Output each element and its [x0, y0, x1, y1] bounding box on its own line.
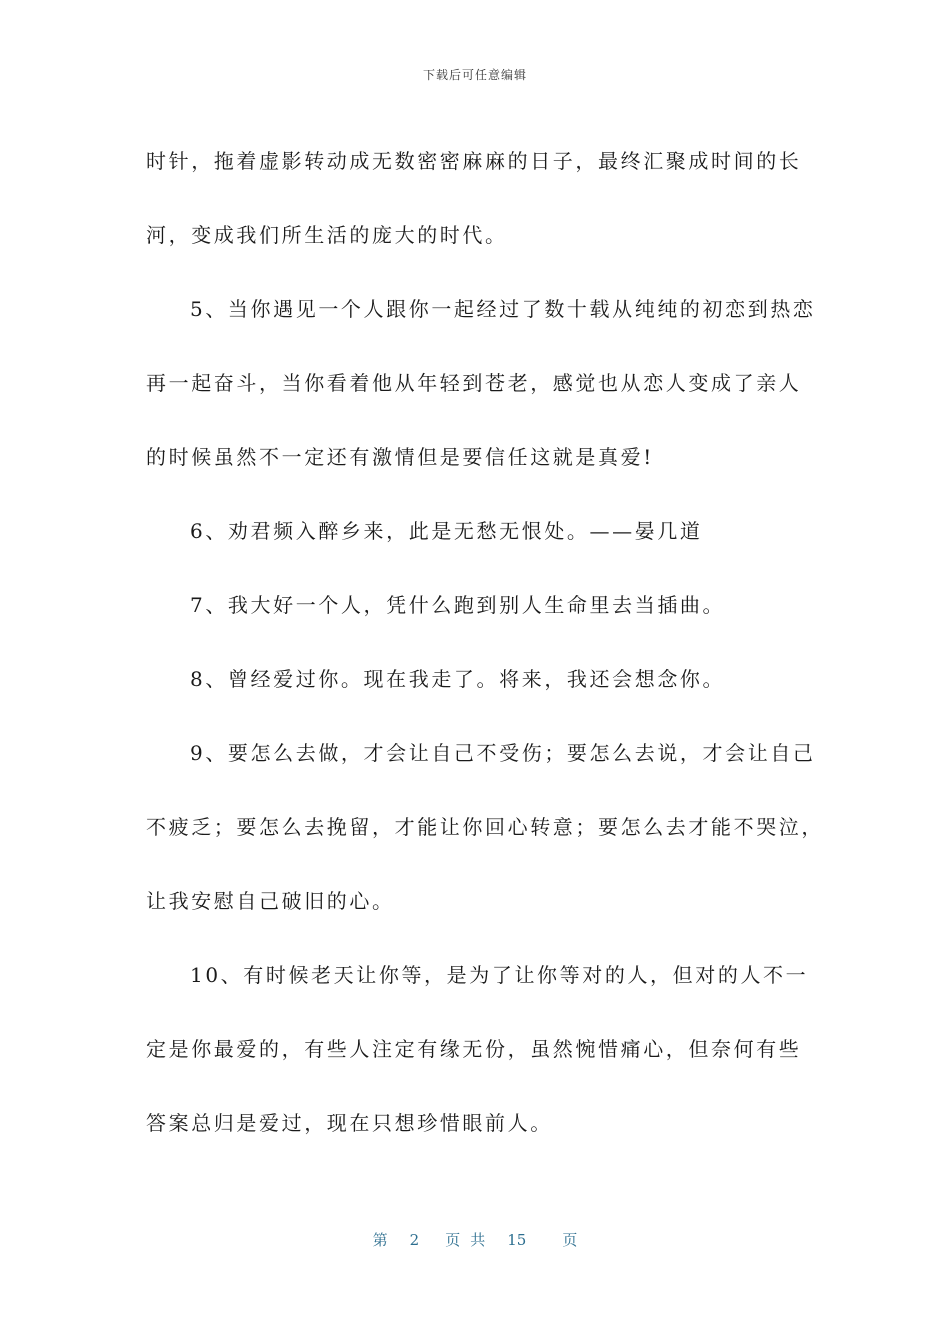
text-line: 5、当你遇见一个人跟你一起经过了数十载从纯纯的初恋到热恋	[190, 297, 816, 321]
footer-suffix: 页	[562, 1231, 578, 1249]
text-line: 6、劝君频入醉乡来，此是无愁无恨处。——晏几道	[190, 519, 703, 543]
page-footer	[0, 1229, 950, 1250]
current-page-number: 2	[409, 1231, 420, 1249]
text-line: 的时候虽然不一定还有激情但是要信任这就是真爱!	[146, 445, 654, 469]
text-line: 定是你最爱的，有些人注定有缘无份，虽然惋惜痛心，但奈何有些	[146, 1037, 802, 1061]
document-body	[146, 124, 824, 1160]
footer-page-label: 页	[445, 1231, 461, 1249]
text-line: 10、有时候老天让你等，是为了让你等对的人，但对的人不一	[190, 963, 809, 987]
footer-prefix: 第	[372, 1231, 388, 1249]
text-line: 8、曾经爱过你。现在我走了。将来，我还会想念你。	[190, 667, 726, 691]
text-line: 时针，拖着虚影转动成无数密密麻麻的日子，最终汇聚成时间的长	[146, 149, 802, 173]
text-line: 再一起奋斗，当你看着他从年轻到苍老，感觉也从恋人变成了亲人	[146, 371, 802, 395]
text-line: 让我安慰自己破旧的心。	[146, 889, 395, 913]
page-header: 下载后可任意编辑	[422, 68, 527, 82]
text-line: 河，变成我们所生活的庞大的时代。	[146, 223, 508, 247]
text-line: 答案总归是爱过，现在只想珍惜眼前人。	[146, 1111, 553, 1135]
text-line: 7、我大好一个人，凭什么跑到别人生命里去当插曲。	[190, 593, 726, 617]
text-line: 不疲乏；要怎么去挽留，才能让你回心转意；要怎么去才能不哭泣，	[146, 815, 824, 839]
total-page-number: 15	[507, 1231, 527, 1249]
footer-total-label: 共	[470, 1231, 486, 1249]
text-line: 9、要怎么去做，才会让自己不受伤；要怎么去说，才会让自己	[190, 741, 816, 765]
